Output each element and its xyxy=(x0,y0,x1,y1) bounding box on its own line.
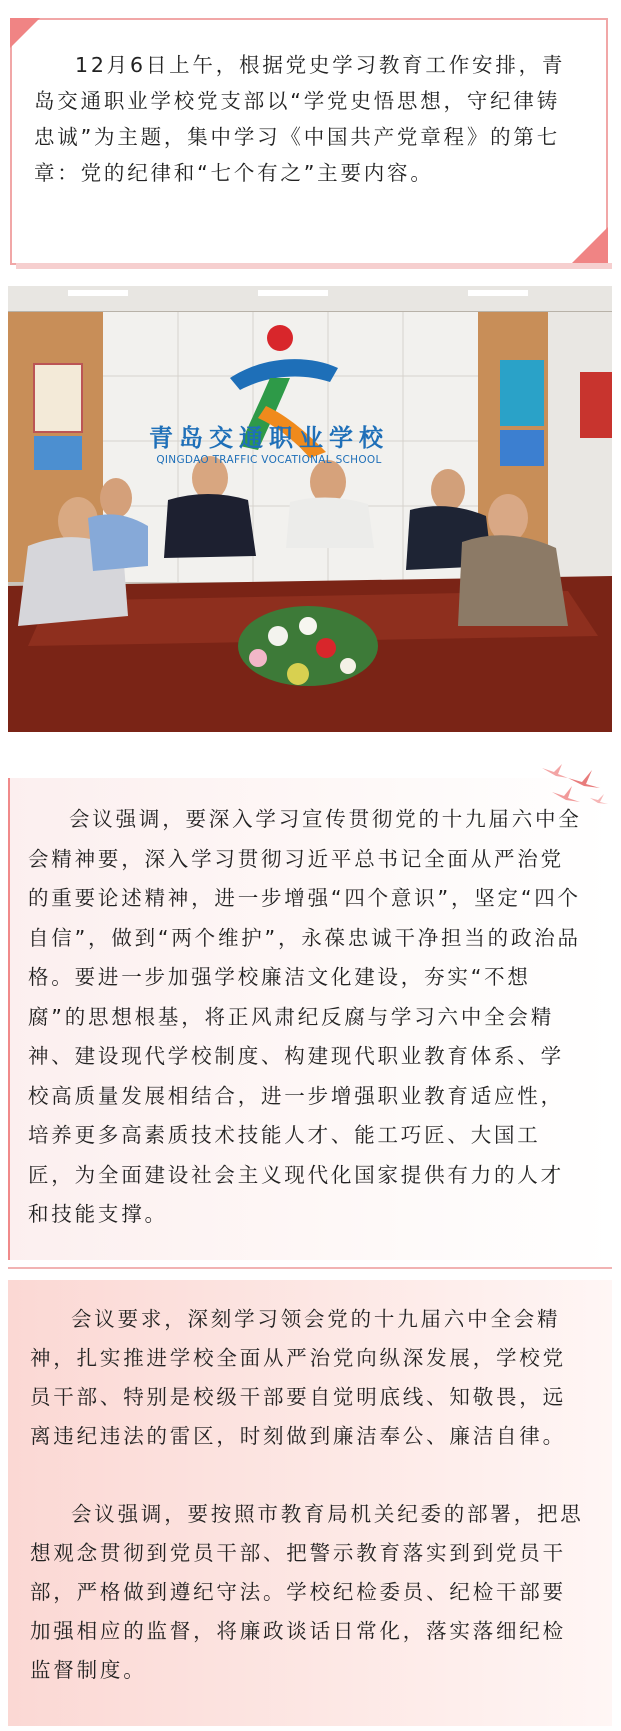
section-2-card xyxy=(8,778,612,1260)
section-divider xyxy=(8,1267,612,1269)
intro-card xyxy=(10,18,608,265)
section-3-card xyxy=(8,1280,612,1726)
section-3-paragraph-1: 会议要求，深刻学习领会党的十九届六中全会精神，扎实推进学校全面从严治党向纵深发展，学校党员干部、特别是校级干部要自觉明底线、知敬畏，远离违纪违法的雷区，时刻做到廉洁奉公、廉洁自律。 xyxy=(30,1307,566,1448)
section-2-paragraph: 会议强调，要深入学习宣传贯彻党的十九届六中全会精神要，深入学习贯彻习近平总书记全面从严治党的重要论述精神，进一步增强“四个意识”，坚定“四个自信”，做到“两个维护”，永葆忠诚干净担当的政治品格。要进一步加强学校廉洁文化建设，夯实“不想腐”的思想根基，将正风肃纪反腐与学习六中全会精神、建设现代学校制度、构建现代职业教育体系、学校高质量发展相结合，进一步增强职业教育适应性，培养更多高素质技术技能人才、能工巧匠、大国工匠，为全面建设社会主义现代化国家提供有力的人才和技能支撑。 xyxy=(28,807,582,1226)
corner-decoration xyxy=(570,227,608,265)
meeting-scene xyxy=(8,286,612,732)
school-name-en: QINGDAO TRAFFIC VOCATIONAL SCHOOL xyxy=(156,454,382,466)
intro-paragraph: 12月6日上午，根据党史学习教育工作安排，青岛交通职业学校党支部以“学党史悟思想，守纪律铸忠诚”为主题，集中学习《中国共产党章程》的第七章：党的纪律和“七个有之”主要内容。 xyxy=(34,53,566,185)
flying-birds-icon xyxy=(538,758,612,810)
meeting-photo xyxy=(8,286,612,732)
school-name-cn: 青岛交通职业学校 xyxy=(149,424,389,452)
accent-line xyxy=(8,778,10,1260)
card-shadow xyxy=(16,263,612,269)
corner-decoration xyxy=(10,18,40,48)
section-3-paragraph-2: 会议强调，要按照市教育局机关纪委的部署，把思想观念贯彻到党员干部、把警示教育落实到到党员干部，严格做到遵纪守法。学校纪检委员、纪检干部要加强相应的监督，将廉政谈话日常化，落实落细纪检监督制度。 xyxy=(30,1502,584,1682)
